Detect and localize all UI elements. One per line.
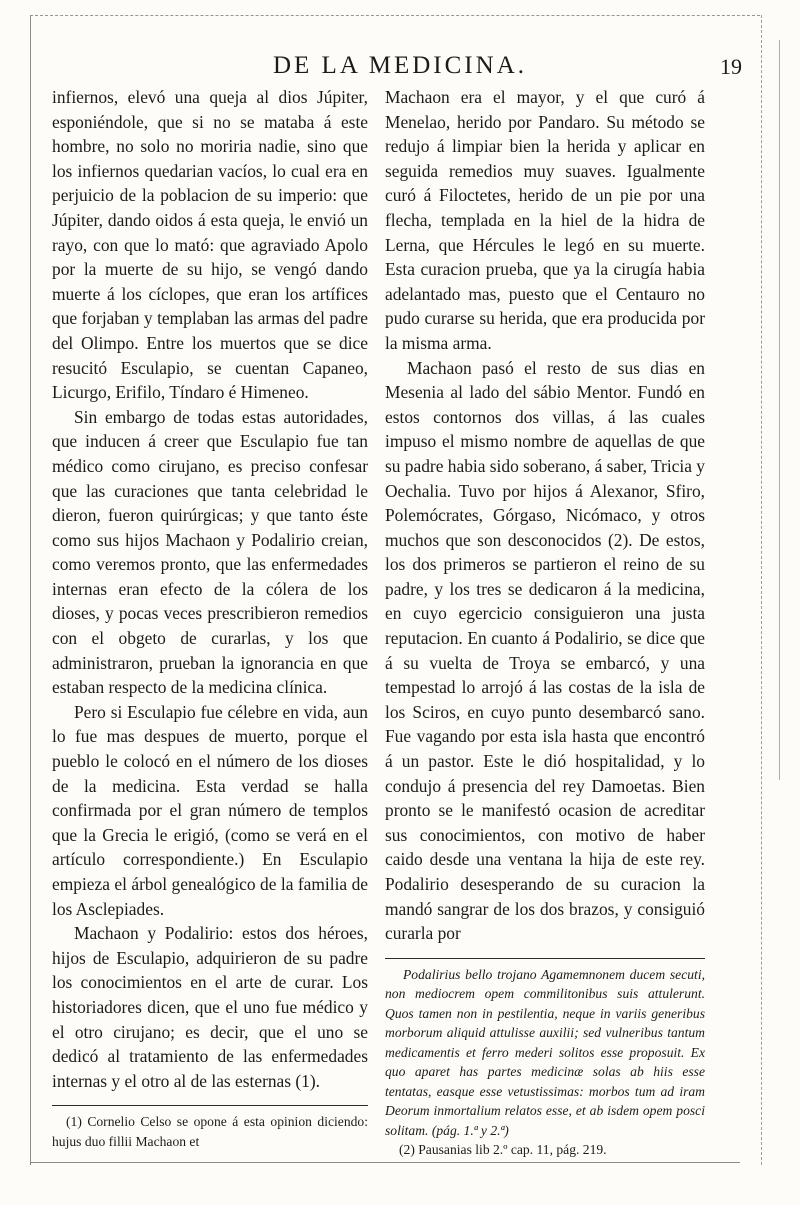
page-edge-bottom [30, 1162, 740, 1163]
paragraph: Pero si Esculapio fue célebre en vida, aun lo fue mas despues de muerto, porque el pueblo le colocó en el número de los dioses de la medicina. Esta verdad se halla confirmada por el gran número de templos que la Grecia le erigió, (como se verá en el artículo correspondiente.) En Esculapio empieza el árbol genealógico de la familia de los Asclepiades. [52, 701, 368, 919]
footnote-1: (1) Cornelio Celso se opone á esta opinion diciendo: hujus duo fillii Machaon et [52, 1114, 368, 1149]
right-column [385, 85, 705, 1160]
footnote-2: (2) Pausanias lib 2.º cap. 11, pág. 219. [399, 1142, 607, 1158]
paragraph: Machaon y Podalirio: estos dos héroes, hijos de Esculapio, adquirieron de su padre los conocimientos en el arte de curar. Los historiadores dicen, que el uno fue médico y el otro cirujano; es decir, que el uno se dedicó al tratamiento de las enfermedades internas y el otro al de las esternas (1). [52, 923, 368, 1091]
footnotes-left [52, 1105, 368, 1151]
paragraph: Sin embargo de todas estas autoridades, que inducen á creer que Esculapio fue tan médico como cirujano, es preciso confesar que las curaciones que tanta celebridad le dieron, fueron quirúrgicas; y que tanto éste como sus hijos Machaon y Podalirio creian, como veremos pronto, que las enfermedades internas eran efecto de la cólera de los dioses, y pocas veces prescribieron remedios con el obgeto de curarlas, y los que administraron, prueban la ignorancia en que estaban respecto de la medicina clínica. [52, 406, 368, 698]
page-header [40, 52, 760, 86]
paragraph: Machaon pasó el resto de sus dias en Mesenia al lado del sábio Mentor. Fundó en estos contornos dos villas, á las cuales impuso el mismo nombre de aquellas de que su padre habia sido soberano, á saber, Tricia y Oechalia. Tuvo por hijos á Alexanor, Sfiro, Polemócrates, Górgaso, Nicómaco, y otros muchos que son desconocidos (2). De estos, los dos primeros se partieron el reino de su padre, y los tres se dedicaron á la medicina, en cuyo egercicio consiguieron una justa reputacion. En cuanto á Podalirio, se dice que á su vuelta de Troya se embarcó, y una tempestad lo arrojó á las costas de la isla de los Sciros, en cuyo punto desembarcó sano. Fue vagando por esta isla hasta que encontró á un pastor. Este le dió hospitalidad, y lo condujo á presencia del rey Damoetas. Bien pronto se le manifestó ocasion de acreditar sus conocimientos, con motivo de haber caido desde una ventana la hija de este rey. Podalirio desesperando de su curacion la mandó sangrar de los dos brazos, y consiguió curarla por [385, 357, 705, 944]
page-number: 19 [720, 54, 742, 79]
page-edge-right-inner [779, 40, 780, 780]
running-title: DE LA MEDICINA. [272, 52, 527, 79]
paragraph: Machaon era el mayor, y el que curó á Menelao, herido por Pandaro. Su método se redujo á limpiar bien la herida y aplicar en seguida remedios muy suaves. Igualmente curó á Filoctetes, herido de un pie por una flecha, templada en la hiel de la hidra de Lerna, que Hércules le legó en su muerte. Esta curacion prueba, que ya la cirugía habia adelantado mas, puesto que el Centauro no pudo curarse su herida, que era producida por la misma arma. [385, 87, 705, 353]
page-edge-left [30, 15, 31, 1165]
page-edge-top [30, 15, 760, 16]
left-column [52, 85, 368, 1151]
footnotes-right [385, 958, 705, 1160]
page-edge-right [761, 15, 762, 1165]
paragraph: infiernos, elevó una queja al dios Júpiter, esponiéndole, que si no se mataba á este hombre, no solo no moriria nadie, sino que los infiernos quedarian vacíos, lo cual era en perjuicio de la poblacion de su imperio: que Júpiter, dando oidos á esta queja, le envió un rayo, con que lo mató: que agraviado Apolo por la muerte de su hijo, se vengó dando muerte á los cíclopes, que eran los artífices que forjaban y templaban las armas del padre del Olimpo. Entre los muertos que se dice resucitó Esculapio, se cuentan Capaneo, Licurgo, Erifilo, Tíndaro é Himeneo. [52, 87, 368, 403]
footnote-1-continued: Podalirius bello trojano Agamemnonem ducem secuti, non mediocrem opem commilitonibus suis attulerunt. Quos tamen non in pestilentia, neque in variis generibus morborum aliquid attulisse auxilii; sed vulneribus tantum medicamentis et ferro mederi solitos esse proposuit. Ex quo aparet has partes medicinæ solas ab hiis esse tentatas, easque esse vetustissimas: morbos tum ad iram Deorum inmortalium relatos esse, et ab isdem opem posci solitam. (pág. 1.ª y 2.ª) [385, 966, 705, 1138]
